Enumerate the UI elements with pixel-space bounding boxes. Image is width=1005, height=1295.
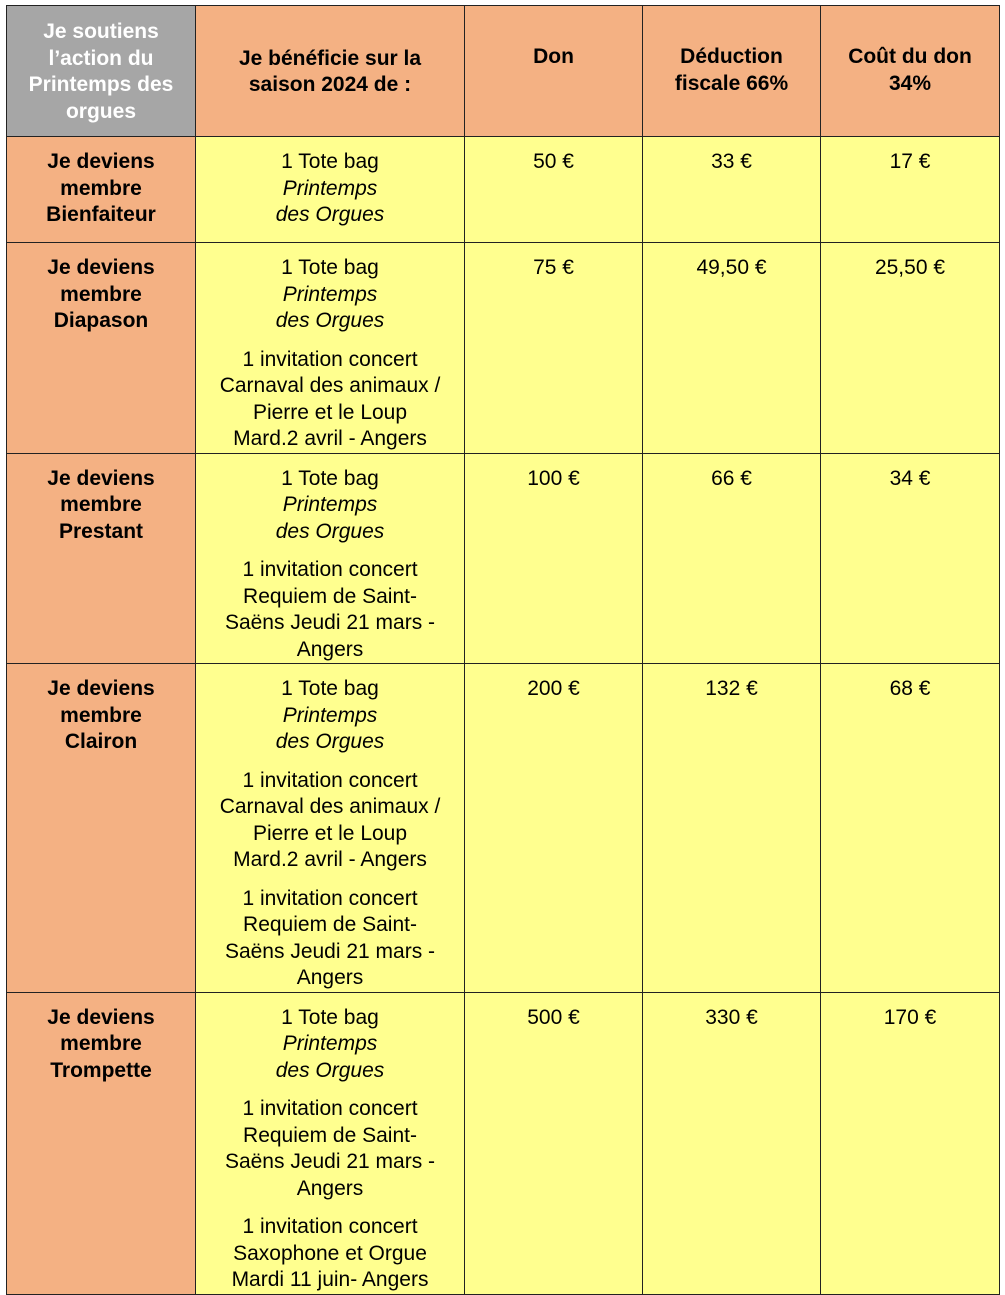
table-row — [7, 664, 1000, 993]
benefit-invitation: 1 invitation concert Carnaval des animaux / Pierre et le Loup Mard.2 avril - Angers — [219, 768, 441, 871]
cost-amount: 25,50 € — [821, 243, 1000, 454]
table-row — [7, 243, 1000, 454]
benefits-cell — [196, 137, 465, 243]
cost-amount: 68 € — [821, 664, 1000, 993]
deduction-amount: 330 € — [643, 992, 821, 1294]
member-level: Je deviens membre Prestant — [7, 453, 196, 664]
cost-amount: 170 € — [821, 992, 1000, 1294]
benefit-invitation: 1 invitation concert Saxophone et Orgue Mardi 11 juin- Angers — [231, 1215, 429, 1291]
benefit-tote-bag: 1 Tote bag Printemps des Orgues — [275, 256, 385, 332]
membership-table — [6, 5, 1000, 1295]
header-support: Je soutiens l’action du Printemps des orgues — [7, 6, 196, 137]
deduction-amount: 132 € — [643, 664, 821, 993]
benefit-invitation: 1 invitation concert Requiem de Saint- Saëns Jeudi 21 mars - Angers — [224, 886, 436, 989]
benefit-invitation: 1 invitation concert Carnaval des animaux / Pierre et le Loup Mard.2 avril - Angers — [219, 347, 441, 450]
benefits-cell — [196, 243, 465, 454]
member-level: Je deviens membre Trompette — [7, 992, 196, 1294]
deduction-amount: 66 € — [643, 453, 821, 664]
don-amount: 200 € — [465, 664, 643, 993]
table-row — [7, 137, 1000, 243]
header-cout: Coût du don 34% — [821, 6, 1000, 137]
header-don: Don — [465, 6, 643, 137]
benefit-invitation: 1 invitation concert Requiem de Saint- Saëns Jeudi 21 mars - Angers — [224, 1097, 436, 1200]
header-benefits: Je bénéficie sur la saison 2024 de : — [196, 6, 465, 137]
deduction-amount: 49,50 € — [643, 243, 821, 454]
member-level: Je deviens membre Diapason — [7, 243, 196, 454]
deduction-amount: 33 € — [643, 137, 821, 243]
table-header-row — [7, 6, 1000, 137]
benefits-cell — [196, 664, 465, 993]
benefits-cell — [196, 453, 465, 664]
don-amount: 100 € — [465, 453, 643, 664]
don-amount: 50 € — [465, 137, 643, 243]
table-row — [7, 992, 1000, 1294]
benefit-tote-bag: 1 Tote bag Printemps des Orgues — [275, 150, 385, 226]
member-level: Je deviens membre Clairon — [7, 664, 196, 993]
benefit-tote-bag: 1 Tote bag Printemps des Orgues — [275, 1005, 385, 1082]
table-row — [7, 453, 1000, 664]
cost-amount: 17 € — [821, 137, 1000, 243]
membership-table-wrapper — [6, 5, 1000, 1295]
benefits-cell — [196, 992, 465, 1294]
benefit-tote-bag: 1 Tote bag Printemps des Orgues — [275, 466, 385, 543]
benefit-tote-bag: 1 Tote bag Printemps des Orgues — [275, 677, 385, 753]
don-amount: 500 € — [465, 992, 643, 1294]
member-level: Je deviens membre Bienfaiteur — [7, 137, 196, 243]
header-deduction: Déduction fiscale 66% — [643, 6, 821, 137]
cost-amount: 34 € — [821, 453, 1000, 664]
benefit-invitation: 1 invitation concert Requiem de Saint- Saëns Jeudi 21 mars - Angers — [224, 558, 436, 661]
don-amount: 75 € — [465, 243, 643, 454]
